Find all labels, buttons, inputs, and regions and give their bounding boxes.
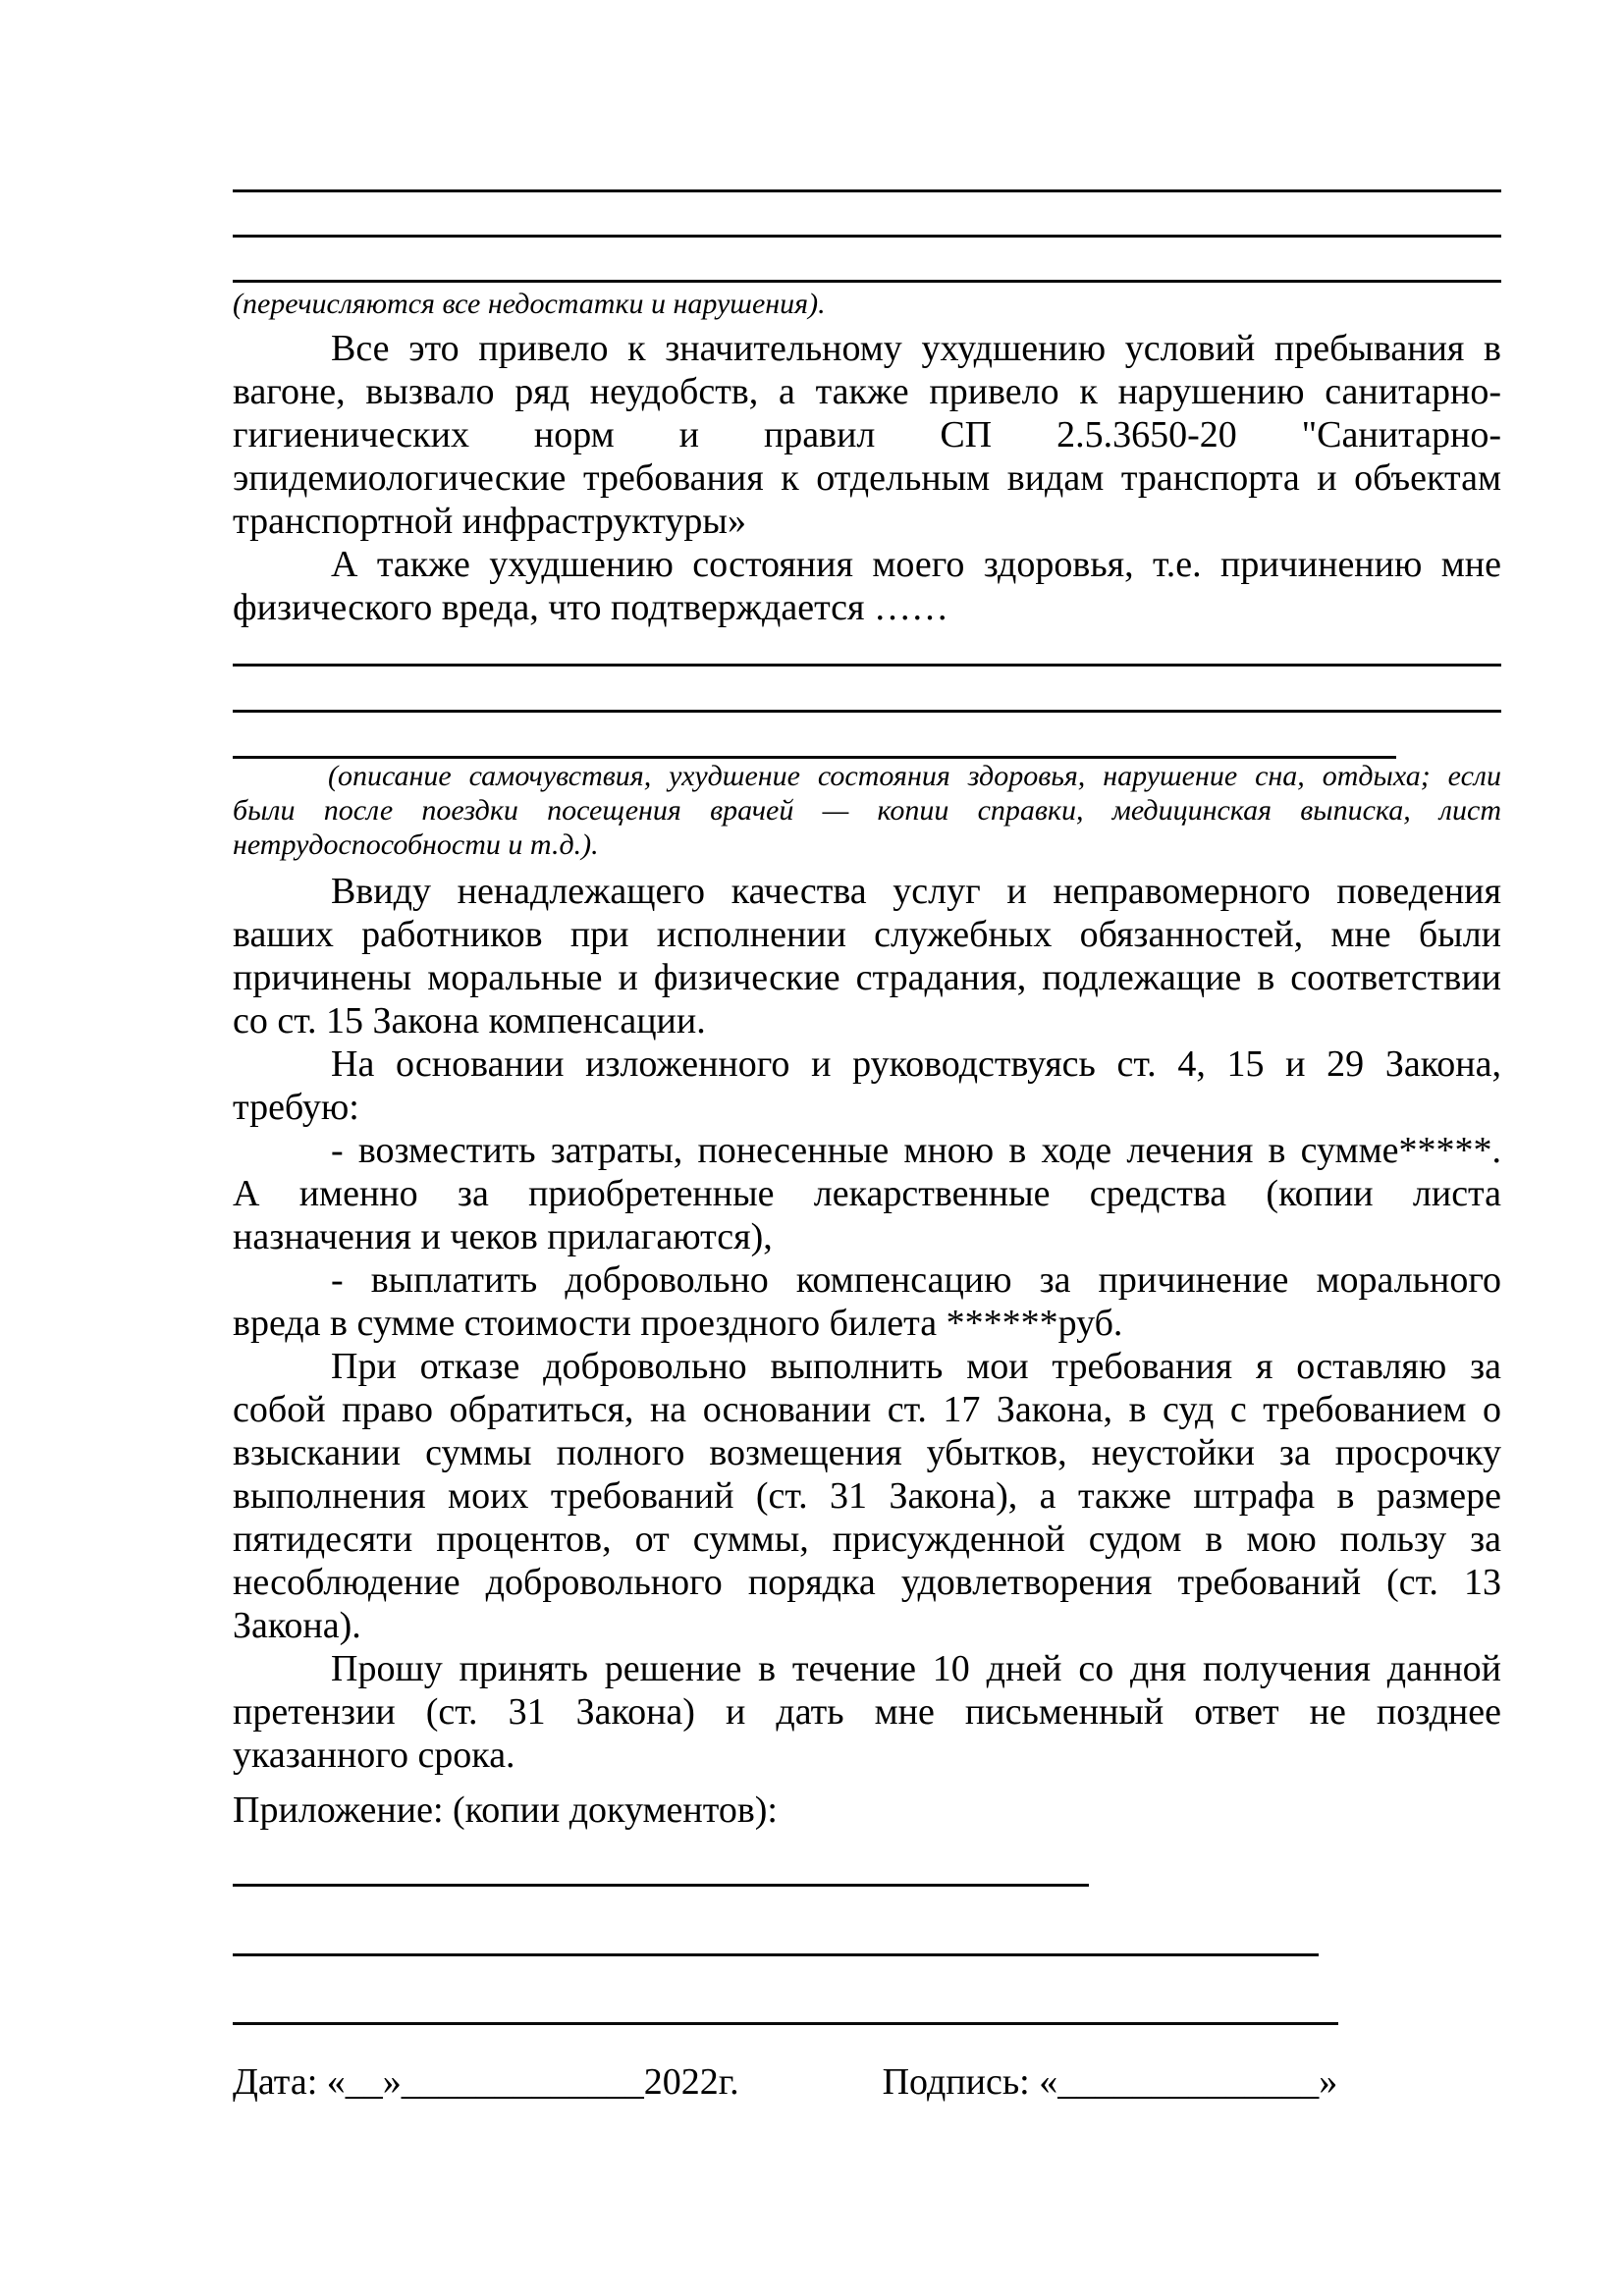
text-line: причинены моральные и физические страдания, подлежащие в соответствии [233,957,1501,998]
blank-fill-line [233,1956,1338,2025]
blank-lines-top-group [233,147,1501,283]
text-line: (описание самочувствия, ухудшение состояния здоровья, нарушение сна, отдыха; если [328,760,1501,792]
text-line: На основании изложенного и руководствуясь ст. 4, 15 и 29 Закона, [331,1043,1501,1085]
text-line: назначения и чеков прилагаются), [233,1216,773,1257]
paragraph-deadline [233,1647,1501,1777]
signature-line: Подпись: «______________» [882,2061,1338,2103]
text-line: требую: [233,1087,359,1128]
text-line: взыскании суммы полного возмещения убытков, неустойки за просрочку [233,1432,1501,1473]
document-content [233,147,1501,2104]
text-line: Закона). [233,1605,361,1646]
text-line: - возместить затраты, понесенные мною в ходе лечения в сумме*****. [331,1130,1501,1171]
blank-fill-line [233,147,1501,192]
blank-fill-line [233,192,1501,238]
text-line: вагоне, вызвало ряд неудобств, а также привело к нарушению санитарно- [233,371,1501,412]
blank-fill-line [233,629,1501,667]
text-line: выполнения моих требований (ст. 31 Закона), а также штрафа в размере [233,1475,1501,1517]
attachments-label: Приложение: (копии документов): [233,1789,778,1831]
paragraph-health-harm [233,543,1501,629]
text-line: Все это привело к значительному ухудшению условий пребывания в [331,328,1501,369]
text-line: гигиенических норм и правил СП 2.5.3650-20 "Санитарно- [233,414,1501,455]
text-line: А именно за приобретенные лекарственные средства (копии листа [233,1173,1501,1214]
blank-fill-line [233,713,1396,759]
blank-fill-line [233,667,1501,713]
blank-fill-line [233,238,1501,283]
blank-lines-attachments-group [233,1847,1501,2025]
date-signature-row [233,2060,1501,2104]
paragraph-demand-compensation [233,1258,1501,1345]
text-line: были после поездки посещения врачей — копии справки, медицинская выписка, лист [233,794,1501,827]
text-line: физического вреда, что подтверждается …… [233,587,948,628]
paragraph-legal-basis [233,1042,1501,1129]
paragraph-moral-damage [233,870,1501,1042]
text-line: претензии (ст. 31 Закона) и дать мне письменный ответ не позднее [233,1691,1501,1733]
caption-health-docs-note [233,759,1501,862]
date-line: Дата: «__»_____________2022г. [233,2061,739,2103]
text-line: указанного срока. [233,1735,515,1776]
text-line: вреда в сумме стоимости проездного билета ******руб. [233,1303,1123,1344]
paragraph-conditions [233,327,1501,543]
text-line: эпидемиологические требования к отдельным видам транспорта и объектам [233,457,1501,499]
blank-lines-middle-group [233,629,1501,759]
text-line: А также ухудшению состояния моего здоровья, т.е. причинению мне [331,544,1501,585]
text-line: - выплатить добровольно компенсацию за причинение морального [331,1259,1501,1301]
blank-fill-line [233,1887,1319,1956]
text-line: пятидесяти процентов, от суммы, присужденной судом в мою пользу за [233,1519,1501,1560]
text-line: Ввиду ненадлежащего качества услуг и неправомерного поведения [331,871,1501,912]
text-line: собой право обратиться, на основании ст. 17 Закона, в суд с требованием о [233,1389,1501,1430]
text-line: ваших работников при исполнении служебных обязанностей, мне были [233,914,1501,955]
text-line: При отказе добровольно выполнить мои требования я оставляю за [331,1346,1501,1387]
text-line: со ст. 15 Закона компенсации. [233,1000,706,1041]
text-line: нетрудоспособности и т.д.). [233,828,599,861]
text-line: Прошу принять решение в течение 10 дней со дня получения данной [331,1648,1501,1689]
caption-defects-note: (перечисляются все недостатки и нарушения). [233,288,826,320]
text-line: несоблюдение добровольного порядка удовлетворения требований (ст. 13 [233,1562,1501,1603]
paragraph-refusal-consequences [233,1345,1501,1647]
blank-fill-line [233,1847,1089,1887]
text-line: транспортной инфраструктуры» [233,501,746,542]
paragraph-demand-costs [233,1129,1501,1258]
